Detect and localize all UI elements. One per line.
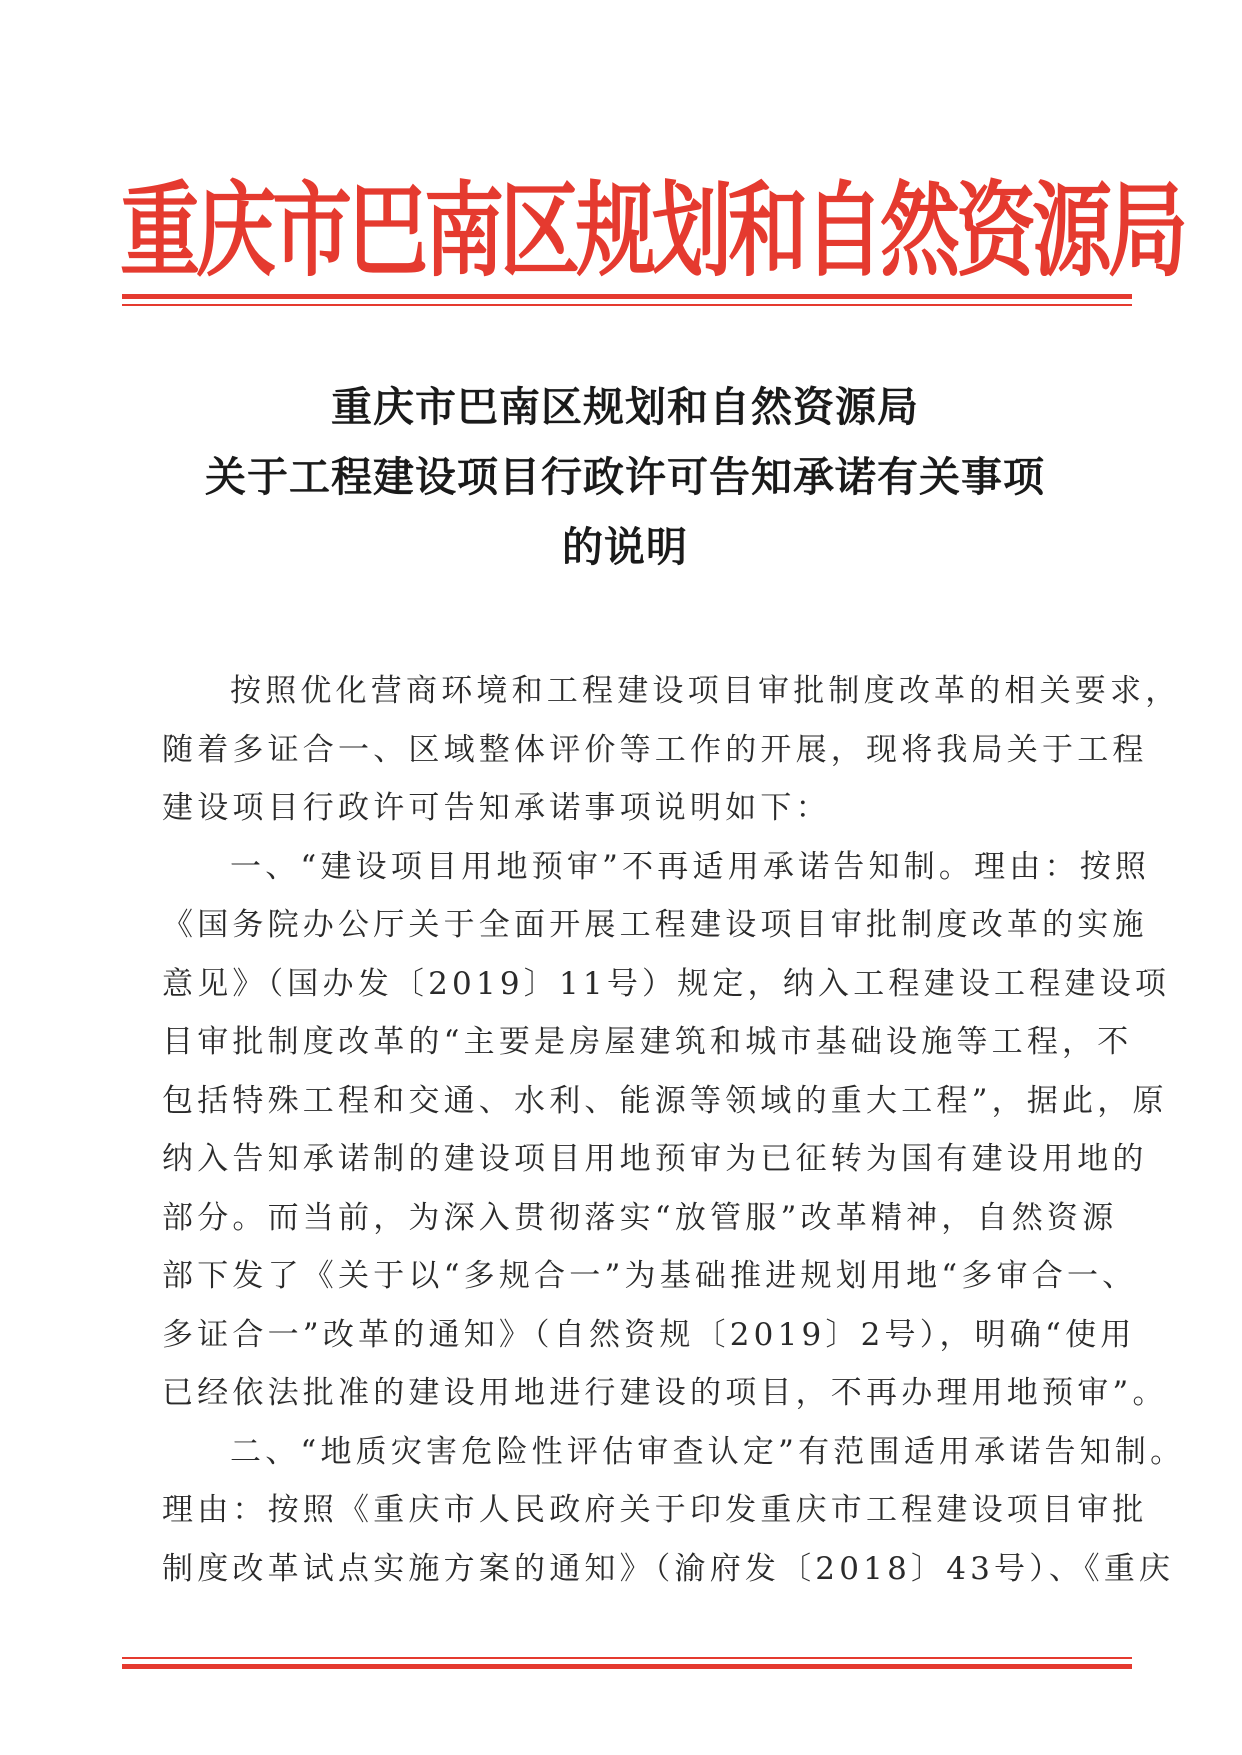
body-line: 按照优化营商环境和工程建设项目审批制度改革的相关要求， — [230, 673, 1181, 709]
body-line: 二、“地质灾害危险性评估审查认定”有范围适用承诺告知制。 — [230, 1433, 1186, 1470]
title-line-3: 的说明 — [562, 523, 688, 571]
body-line: 理由：按照《重庆市人民政府关于印发重庆市工程建设项目审批 — [162, 1492, 1148, 1528]
document-title — [120, 372, 1130, 582]
document-body — [162, 662, 1186, 1598]
footer-divider-thick — [122, 1664, 1132, 1669]
body-line: 部下发了《关于以“多规合一”为基础推进规划用地“多审合一、 — [162, 1258, 1138, 1294]
body-line: 已经依法批准的建设用地进行建设的项目，不再办理用地预审”。 — [162, 1375, 1168, 1411]
body-line: 制度改革试点实施方案的通知》（渝府发〔2018〕43号）、《重庆 — [162, 1550, 1175, 1587]
body-line: 建设项目行政许可告知承诺事项说明如下： — [162, 790, 831, 826]
body-line: 《国务院办公厅关于全面开展工程建设项目审批制度改革的实施 — [162, 907, 1148, 943]
body-line: 目审批制度改革的“主要是房屋建筑和城市基础设施等工程，不 — [162, 1024, 1133, 1060]
body-line: 包括特殊工程和交通、水利、能源等领域的重大工程”，据此，原 — [162, 1082, 1168, 1119]
header-divider-thin — [122, 304, 1132, 306]
title-line-1: 重庆市巴南区规划和自然资源局 — [331, 383, 919, 431]
body-line: 部分。而当前，为深入贯彻落实“放管服”改革精神，自然资源 — [162, 1199, 1118, 1236]
body-line: 意见》（国办发〔2019〕11号）规定，纳入工程建设工程建设项 — [162, 965, 1171, 1002]
title-line-2: 关于工程建设项目行政许可告知承诺有关事项 — [205, 453, 1045, 501]
issuing-org-header: 重庆市巴南区规划和自然资源局 — [120, 169, 1184, 291]
header-divider-thick — [122, 294, 1132, 299]
body-line: 随着多证合一、区域整体评价等工作的开展，现将我局关于工程 — [162, 731, 1148, 768]
body-line: 一、“建设项目用地预审”不再适用承诺告知制。理由：按照 — [230, 848, 1151, 885]
body-line: 纳入告知承诺制的建设项目用地预审为已征转为国有建设用地的 — [162, 1141, 1148, 1177]
footer-divider-thin — [122, 1657, 1132, 1659]
body-line: 多证合一”改革的通知》（自然资规〔2019〕2号），明确“使用 — [162, 1316, 1136, 1353]
